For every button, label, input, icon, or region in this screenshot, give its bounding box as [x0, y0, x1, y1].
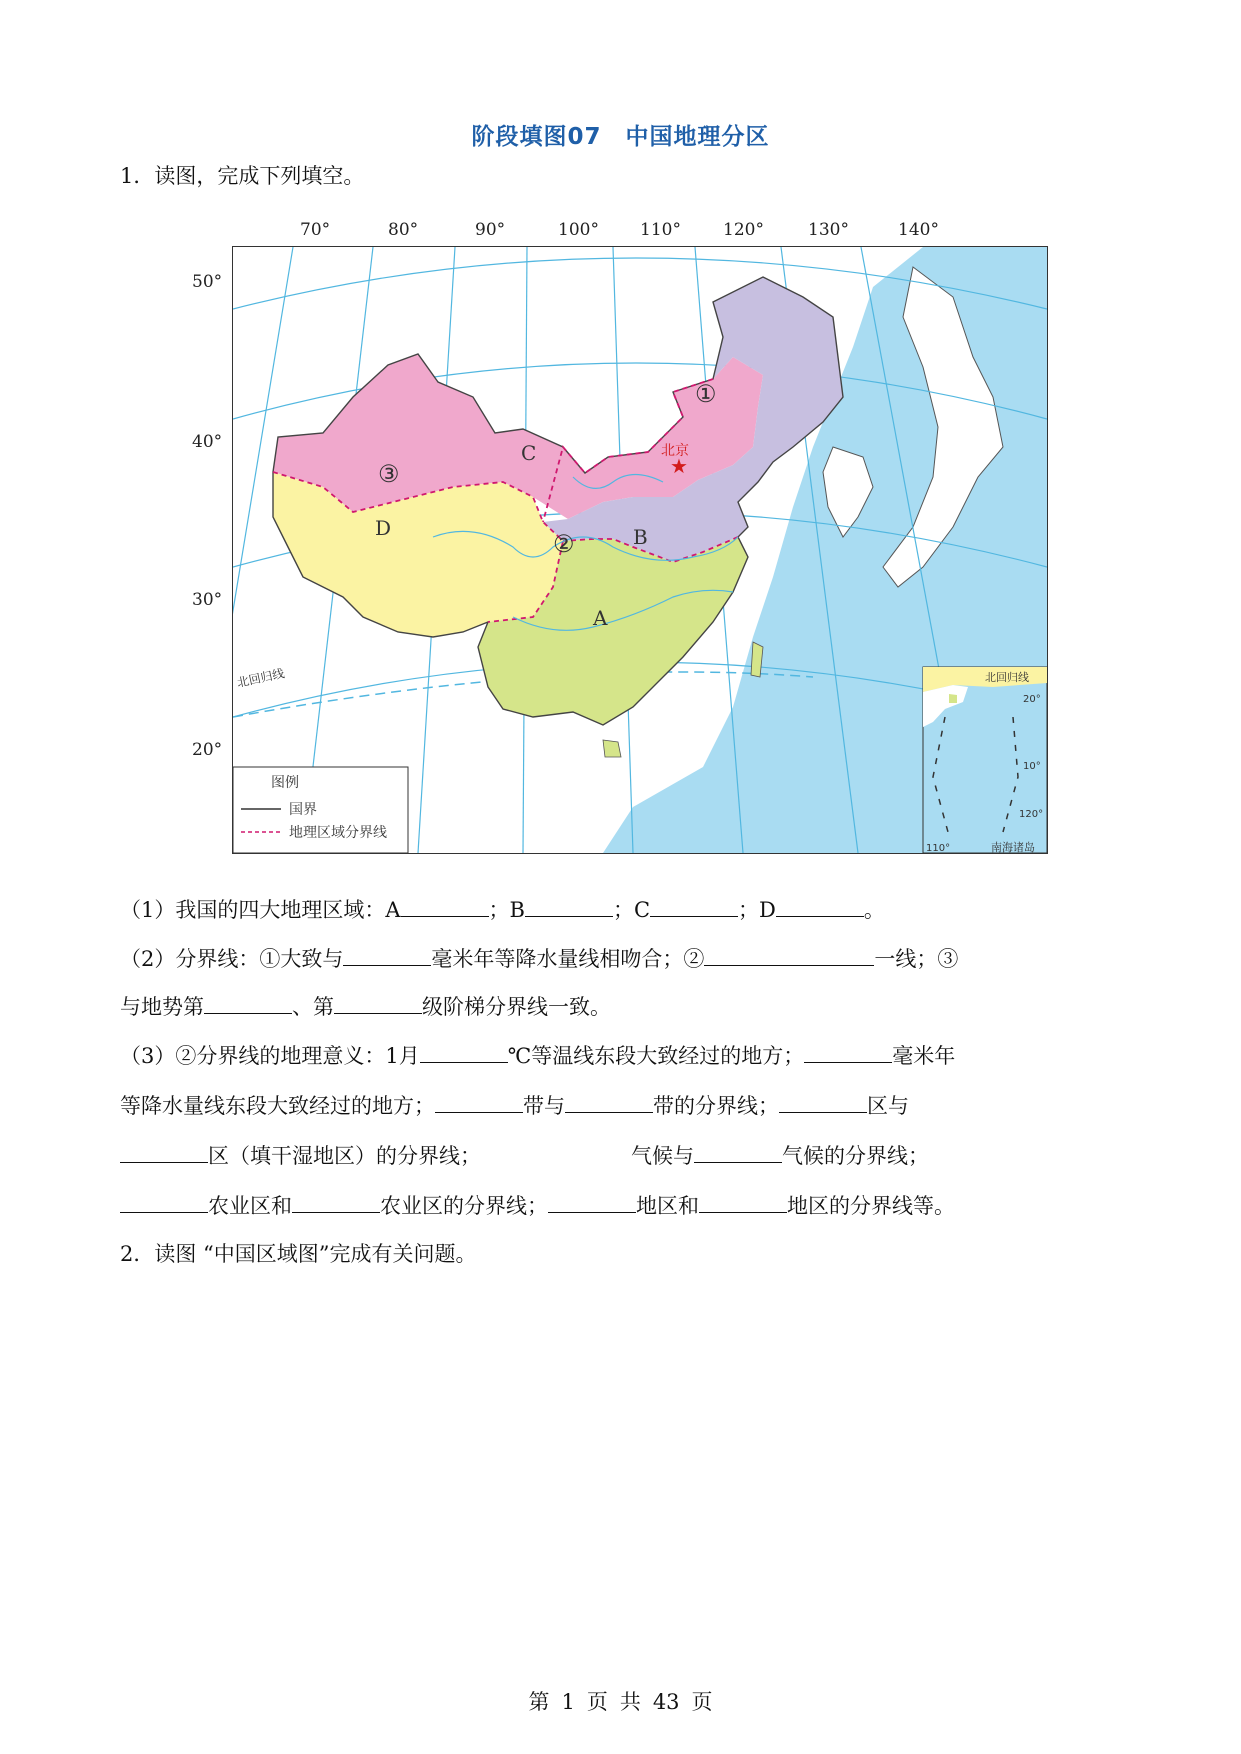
text: 带与 [523, 1094, 565, 1118]
answer-blank[interactable] [804, 1044, 892, 1063]
answer-blank[interactable] [694, 1144, 782, 1163]
inset-lon-110: 110° [926, 843, 951, 853]
answer-blank[interactable] [401, 898, 489, 917]
answer-blank[interactable] [776, 898, 864, 917]
answer-blank[interactable] [650, 898, 738, 917]
question-2-intro: 2．读图 “中国区域图”完成有关问题。 [120, 1242, 477, 1266]
line-label-2: ② [553, 530, 575, 558]
legend-boundary-label: 地理区域分界线 [289, 825, 387, 841]
lat-label: 40° [192, 432, 223, 452]
page-title: 阶段填图07 中国地理分区 [471, 124, 770, 150]
text: （3）②分界线的地理意义：1月 [120, 1044, 420, 1068]
page-footer [0, 1686, 1241, 1716]
lon-label: 110° [640, 220, 681, 240]
text: 级阶梯分界线一致。 [422, 995, 611, 1019]
china-regions-map [232, 246, 1048, 854]
lon-label: 130° [808, 220, 849, 240]
q1-part3-line4 [120, 1190, 955, 1220]
inset-name: 南海诸岛 [991, 841, 1035, 853]
text: 一线；③ [874, 947, 959, 971]
map-svg [233, 247, 1047, 853]
lon-label: 100° [558, 220, 599, 240]
region-label-C: C [521, 441, 537, 465]
lat-label: 20° [192, 740, 223, 760]
lon-label: 140° [898, 220, 939, 240]
lat-label: 50° [192, 272, 223, 292]
text: 等降水量线东段大致经过的地方； [120, 1094, 435, 1118]
text: （2）分界线：①大致与 [120, 947, 344, 971]
text: 毫米年 [892, 1044, 956, 1068]
text: ℃等温线东段大致经过的地方； [507, 1044, 805, 1068]
legend-title: 图例 [271, 775, 299, 791]
q1-part1 [120, 894, 885, 924]
q1-part3-line2 [120, 1090, 909, 1120]
text: 地区的分界线等。 [787, 1194, 955, 1218]
region-label-B: B [633, 525, 648, 549]
footer-text: 第 [528, 1690, 550, 1714]
answer-blank[interactable] [565, 1094, 653, 1113]
text: ；C [612, 898, 651, 922]
answer-blank[interactable] [120, 1144, 208, 1163]
total-pages: 43 [652, 1690, 680, 1714]
answer-blank[interactable] [548, 1194, 636, 1213]
inset-lon-120: 120° [1019, 809, 1044, 820]
answer-blank[interactable] [435, 1094, 523, 1113]
answer-blank[interactable] [334, 995, 422, 1014]
answer-blank[interactable] [343, 947, 431, 966]
text: 农业区和 [208, 1194, 292, 1218]
south-china-sea-inset [923, 667, 1047, 853]
text: 地区和 [636, 1194, 699, 1218]
text: （1）我国的四大地理区域：A [120, 898, 401, 922]
text: 气候的分界线； [782, 1144, 929, 1168]
text: ；D [738, 898, 776, 922]
q1-part2-line2 [120, 991, 611, 1021]
answer-blank[interactable] [292, 1194, 380, 1213]
inset-lat-20: 20° [1023, 694, 1041, 705]
text: 、第 [292, 995, 334, 1019]
text: 与地势第 [120, 995, 204, 1019]
line-label-1: ① [695, 380, 717, 408]
legend-border-label: 国界 [289, 802, 317, 818]
text: 带的分界线； [653, 1094, 779, 1118]
q1-part3-line3 [120, 1140, 929, 1170]
region-label-A: A [593, 606, 608, 630]
text: 毫米年等降水量线相吻合；② [431, 947, 705, 971]
answer-blank[interactable] [204, 995, 292, 1014]
answer-blank[interactable] [525, 898, 613, 917]
answer-blank[interactable] [420, 1044, 508, 1063]
footer-text: 页 [691, 1690, 713, 1714]
map-legend [233, 767, 408, 853]
region-label-D: D [375, 516, 392, 540]
capital-star-icon: ★ [670, 454, 688, 478]
answer-blank[interactable] [779, 1094, 867, 1113]
lat-label: 30° [192, 590, 223, 610]
answer-blank[interactable] [699, 1194, 787, 1213]
answer-blank[interactable] [704, 947, 874, 966]
text: 农业区的分界线； [380, 1194, 548, 1218]
capital-label: 北京 [661, 443, 689, 459]
lon-label: 70° [300, 220, 331, 240]
text: 区与 [867, 1094, 909, 1118]
line-label-3: ③ [378, 460, 400, 488]
tropic-label: 北回归线 [235, 666, 286, 690]
page-number: 1 [561, 1690, 575, 1714]
text: ；B [488, 898, 525, 922]
answer-blank[interactable] [120, 1194, 208, 1213]
lon-label: 80° [388, 220, 419, 240]
hainan-island [603, 740, 621, 757]
q1-part3-line1 [120, 1040, 955, 1070]
text: 。 [863, 898, 885, 922]
text: 气候与 [631, 1144, 694, 1168]
footer-text: 共 [619, 1690, 641, 1714]
lon-label: 90° [475, 220, 506, 240]
text: 区（填干湿地区）的分界线； [208, 1144, 481, 1168]
inset-tropic-label: 北回归线 [985, 671, 1029, 684]
lon-label: 120° [723, 220, 764, 240]
question-1-intro: 1．读图，完成下列填空。 [120, 164, 365, 188]
inset-lat-10: 10° [1023, 761, 1041, 772]
footer-text: 页 [586, 1690, 608, 1714]
q1-part2-line1 [120, 943, 958, 973]
